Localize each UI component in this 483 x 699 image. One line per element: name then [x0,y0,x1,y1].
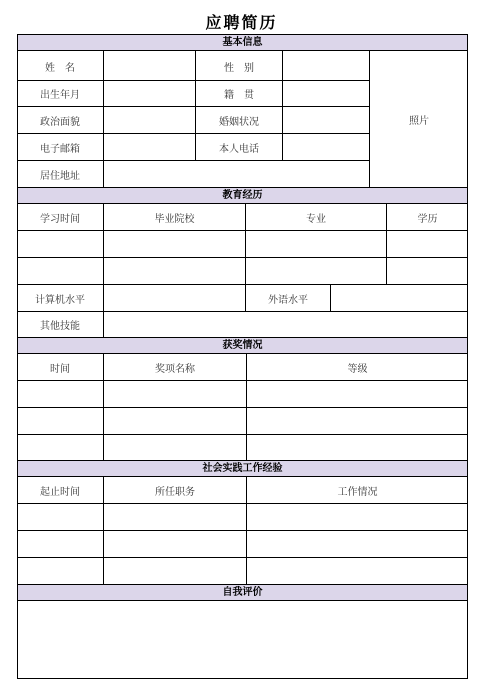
name-field[interactable] [104,52,195,80]
practice-row[interactable] [17,504,468,530]
label-email: 电子邮箱 [40,143,80,155]
practice-row[interactable] [17,558,468,584]
section-header-basic-info: 基本信息 [17,34,468,51]
other-skills-field[interactable] [104,312,468,337]
label-phone: 本人电话 [219,143,259,155]
phone-field[interactable] [283,134,369,160]
section-header-self-evaluation: 自我评价 [17,584,468,601]
label-native-place: 籍 贯 [224,90,254,101]
label-political-status: 政治面貌 [40,116,80,128]
col-header-degree: 学历 [417,213,438,225]
section-header-practice: 社会实践工作经验 [17,460,468,477]
education-row[interactable] [17,231,468,257]
section-header-awards: 获奖情况 [17,337,468,354]
self-evaluation-field[interactable] [18,601,467,678]
practice-row[interactable] [17,531,468,557]
label-name: 姓 名 [45,62,75,74]
political-status-field[interactable] [104,107,195,133]
label-other-skills: 其他技能 [40,321,80,332]
col-header-period: 起止时间 [40,486,80,498]
language-level-field[interactable] [331,285,468,311]
col-header-award-name: 奖项名称 [155,363,195,375]
email-field[interactable] [104,134,195,160]
award-row[interactable] [17,381,468,407]
label-marital-status: 婚姻状况 [219,116,259,128]
award-row[interactable] [17,435,468,460]
award-row[interactable] [17,408,468,434]
col-header-position: 所任职务 [155,486,195,498]
address-field[interactable] [104,161,369,187]
page-title: 应聘简历 [205,13,278,32]
label-birth-date: 出生年月 [40,90,80,101]
label-computer-level: 计算机水平 [35,294,85,306]
label-address: 居住地址 [40,170,80,182]
gender-field[interactable] [283,52,369,80]
education-row[interactable] [17,258,468,284]
marital-status-field[interactable] [283,107,369,133]
label-gender: 性 别 [224,62,254,74]
photo-area[interactable]: 照片 [409,116,429,127]
col-header-major: 专业 [306,213,326,225]
label-language-level: 外语水平 [268,294,308,306]
col-header-study-period: 学习时间 [40,213,80,225]
birth-date-field[interactable] [104,81,195,106]
col-header-award-level: 等级 [347,363,368,375]
section-header-education: 教育经历 [17,187,468,204]
computer-level-field[interactable] [104,285,245,311]
native-place-field[interactable] [283,81,369,106]
col-header-school: 毕业院校 [154,213,195,225]
col-header-work-details: 工作情况 [337,486,378,498]
col-header-award-time: 时间 [50,363,70,375]
